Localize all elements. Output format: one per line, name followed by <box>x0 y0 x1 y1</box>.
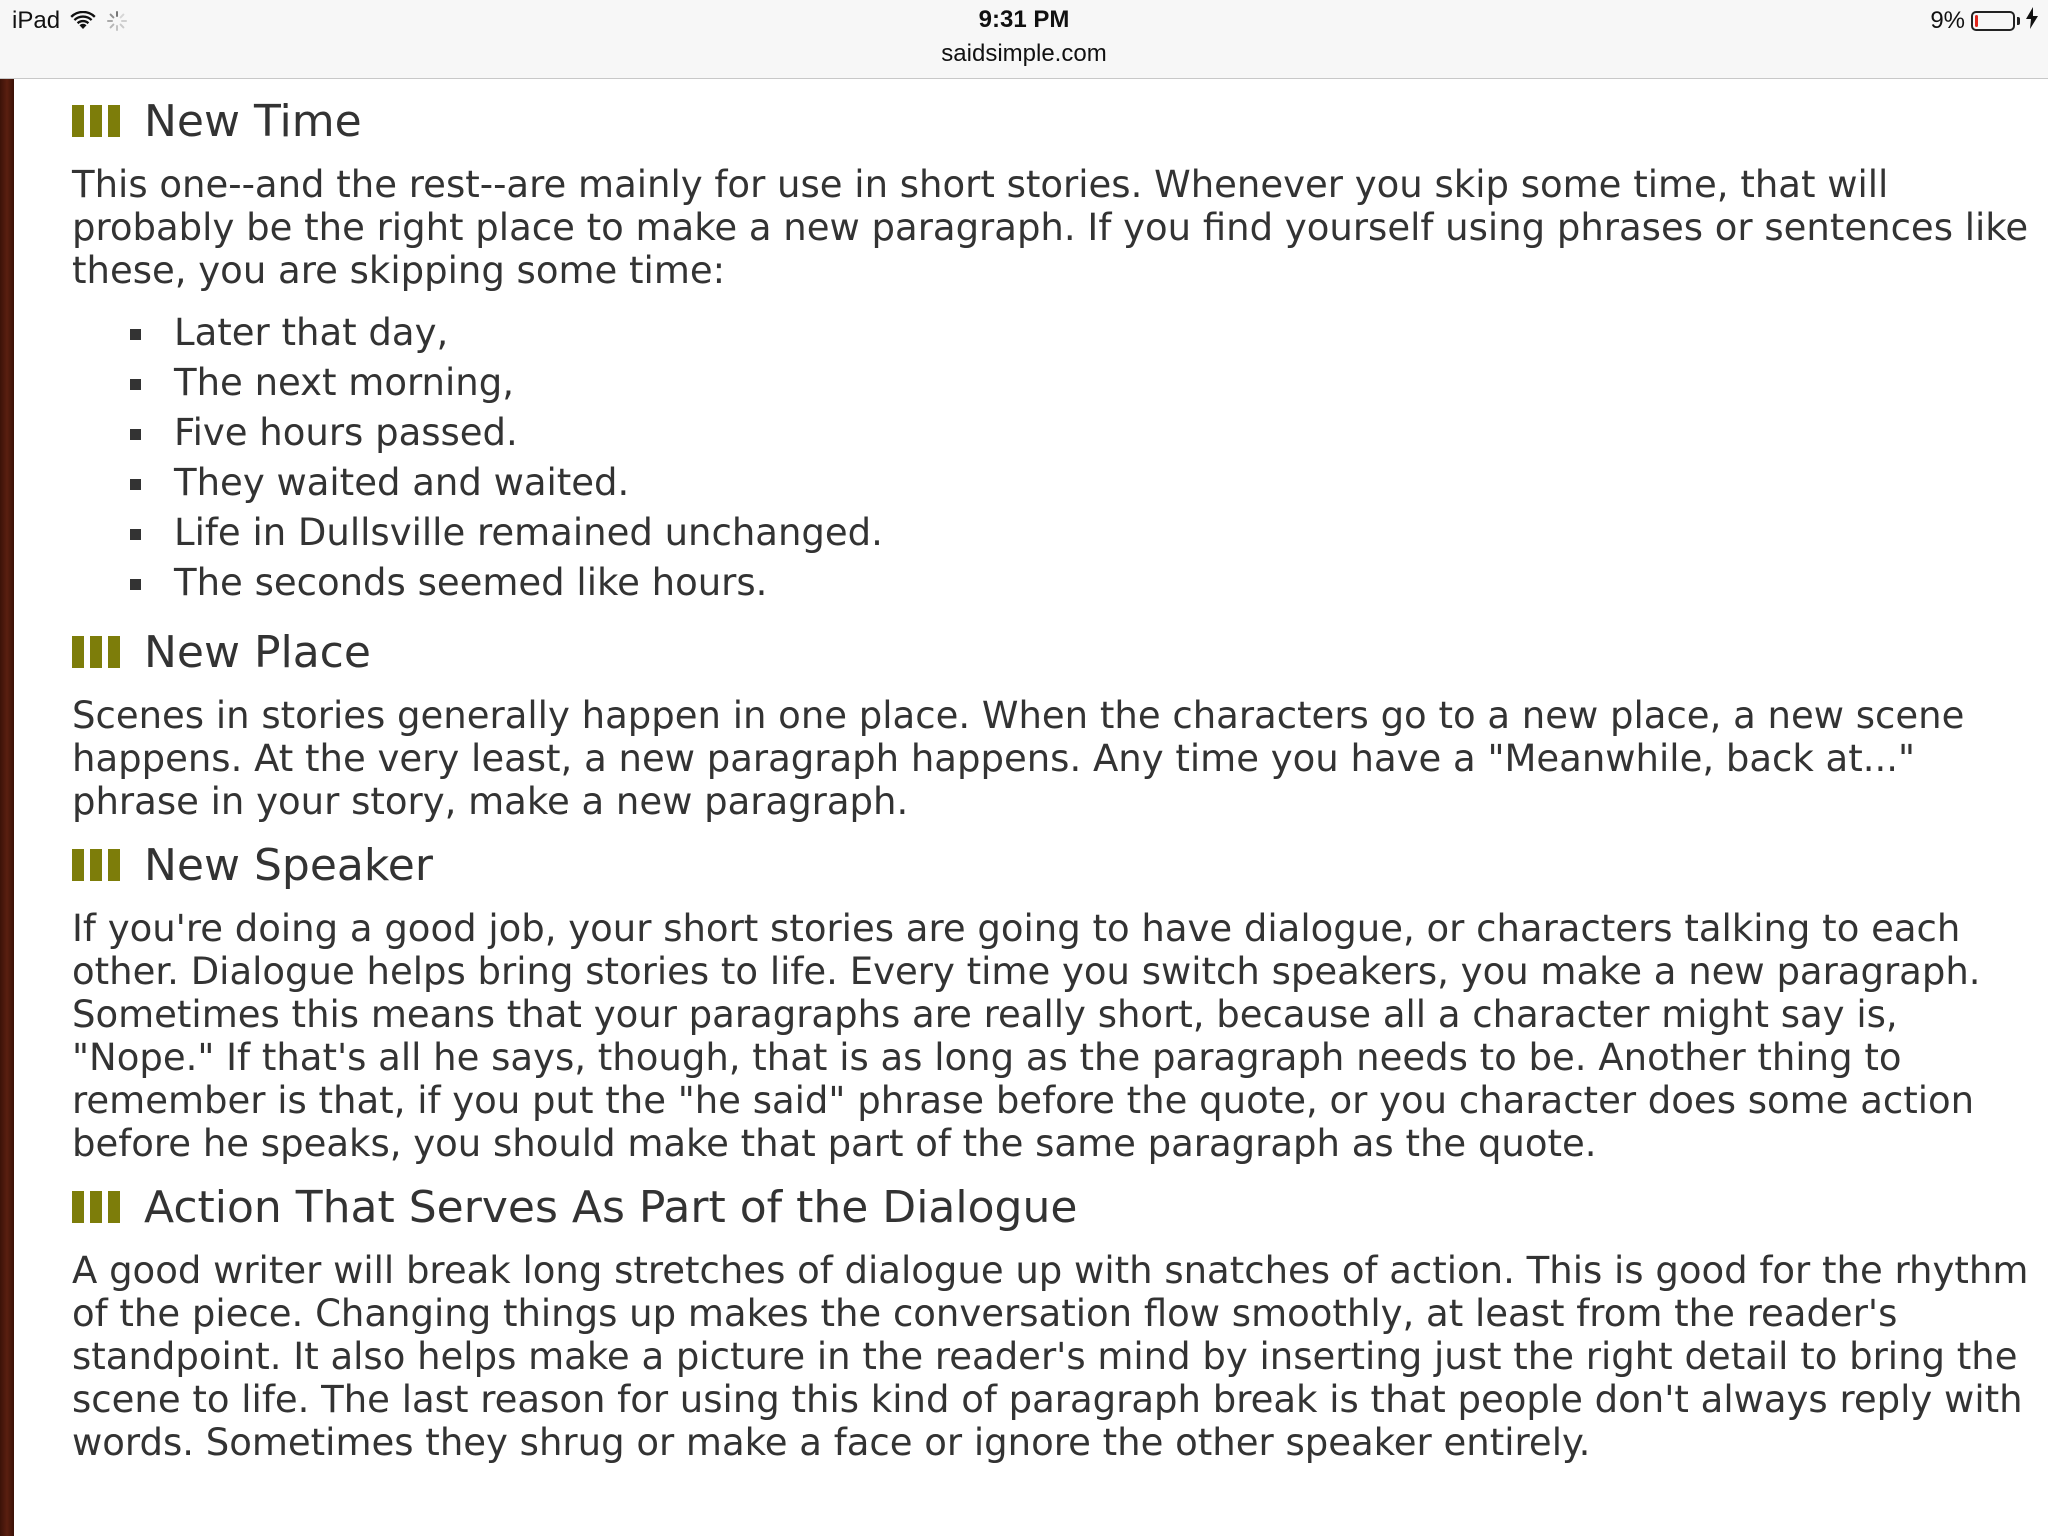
charging-bolt-icon <box>2026 7 2038 36</box>
page-left-border <box>0 79 14 1536</box>
heading-bars-icon <box>72 849 120 881</box>
section-paragraph: A good writer will break long stretches of dialogue up with snatches of action. This is good for the rhythm of the piece. Changing things up makes the conversation flow smoothly, at least from the reader's standpoint. It also helps make a picture in the reader's mind by inserting just the right detail to bring the scene to life. The last reason for using this kind of paragraph break is that people don't always reply with words. Sometimes they shrug or make a face or ignore the other speaker entirely. <box>72 1249 2029 1464</box>
heading-text: New Speaker <box>144 839 433 891</box>
heading-text: New Time <box>144 95 362 147</box>
section-heading-new-place <box>72 610 2032 694</box>
section-heading-new-time <box>72 79 2032 163</box>
list-item: Later that day, <box>128 308 2032 358</box>
status-bar <box>0 0 2048 79</box>
list-item: Five hours passed. <box>128 408 2032 458</box>
section-heading-new-speaker <box>72 823 2032 907</box>
heading-text: Action That Serves As Part of the Dialogue <box>144 1181 1078 1233</box>
section-heading-action-dialogue <box>72 1165 2032 1249</box>
list-item: They waited and waited. <box>128 458 2032 508</box>
clock: 9:31 PM <box>978 6 1070 33</box>
battery-tip <box>2017 17 2020 25</box>
heading-bars-icon <box>72 1191 120 1223</box>
address-bar-url[interactable]: saidsimple.com <box>941 40 1107 67</box>
list-item: Life in Dullsville remained unchanged. <box>128 508 2032 558</box>
list-item: The next morning, <box>128 358 2032 408</box>
section-paragraph: Scenes in stories generally happen in one place. When the characters go to a new place, a new scene happens. At the very least, a new paragraph happens. Any time you have a "Meanwhile, back at..." phrase in your story, make a new paragraph. <box>72 694 1965 823</box>
heading-bars-icon <box>72 105 120 137</box>
battery-level-fill <box>1975 15 1978 27</box>
heading-bars-icon <box>72 636 120 668</box>
battery-icon <box>1971 11 2015 31</box>
battery-percent: 9% <box>1930 7 1965 34</box>
time-phrases-list <box>72 308 2032 608</box>
heading-text: New Place <box>144 626 371 678</box>
section-paragraph: This one--and the rest--are mainly for use in short stories. Whenever you skip some time, that will probably be the right place to make a new paragraph. If you find yourself using phrases or sentences like these, you are skipping some time: <box>72 163 2029 292</box>
article-content <box>72 79 2032 1464</box>
list-item: The seconds seemed like hours. <box>128 558 2032 608</box>
status-right <box>1930 6 2038 36</box>
section-paragraph: If you're doing a good job, your short stories are going to have dialogue, or characters talking to each other. Dialogue helps bring stories to life. Every time you switch speakers, you make a new paragraph. Sometimes this means that your paragraphs are really short, because all a character might say is, "Nope." If that's all he says, though, that is as long as the paragraph needs to be. Another thing to remember is that, if you put the "he said" phrase before the quote, or you character does some action before he speaks, you should make that part of the same paragraph as the quote. <box>72 907 1981 1165</box>
device-label: iPad <box>12 7 61 34</box>
